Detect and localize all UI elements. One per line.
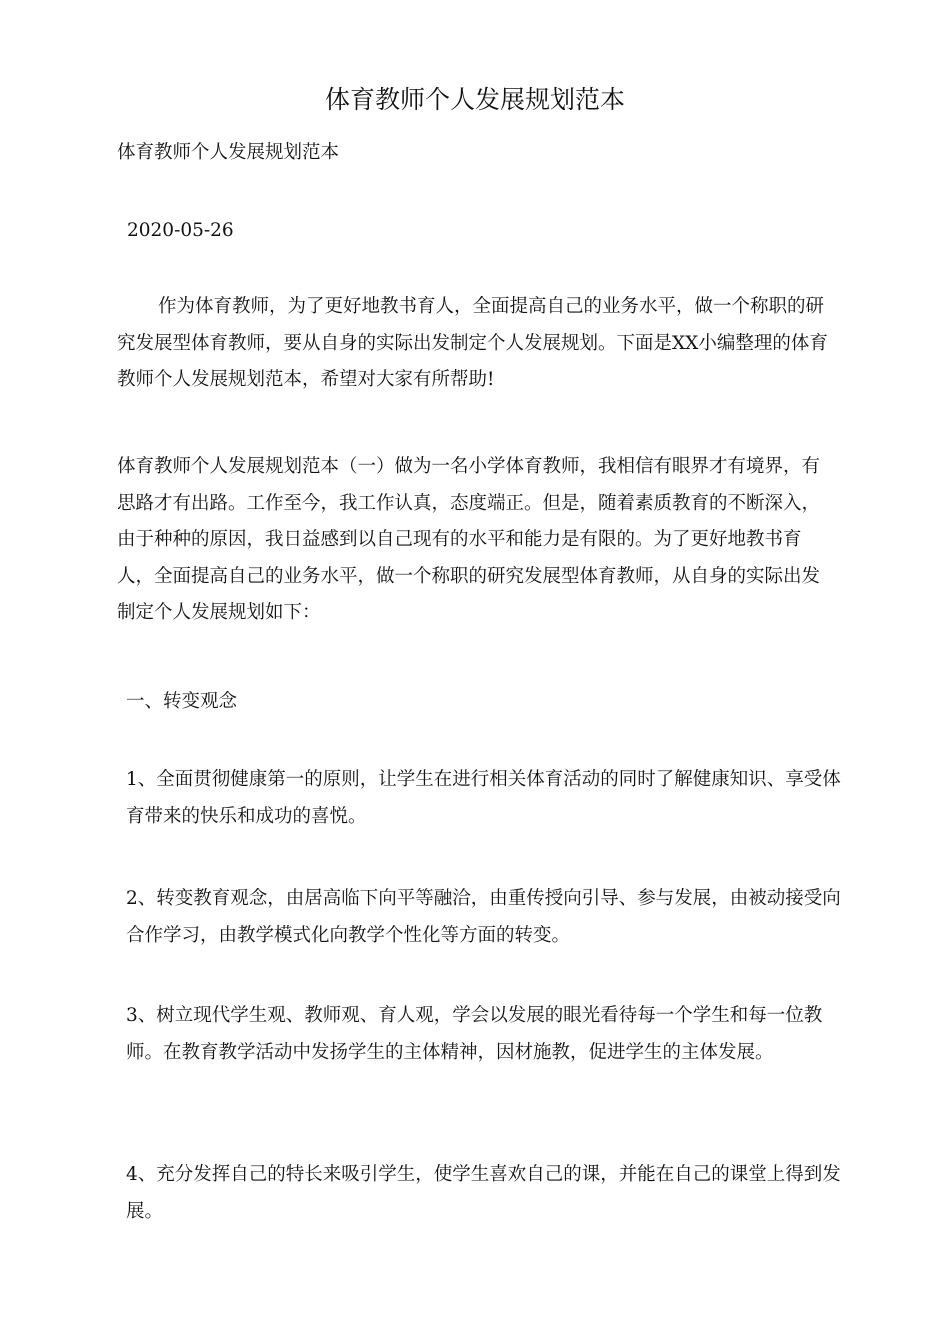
intro-paragraph: 作为体育教师，为了更好地教书育人，全面提高自己的业务水平，做一个称职的研究发展型体育教师，要从自身的实际出发制定个人发展规划。下面是XX小编整理的体育教师个人发展规划范本，希望对大家有所帮助! [117,296,828,390]
list-item: 1、全面贯彻健康第一的原则，让学生在进行相关体育活动的同时了解健康知识、享受体育带来的快乐和成功的喜悦。 [126,769,841,827]
document-subtitle: 体育教师个人发展规划范本 [117,142,340,163]
document-title: 体育教师个人发展规划范本 [324,85,625,114]
example-one-paragraph: 体育教师个人发展规划范本（一）做为一名小学体育教师，我相信有眼界才有境界，有思路才有出路。工作至今，我工作认真，态度端正。但是，随着素质教育的不断深入，由于种种的原因，我日益感到以自己现有的水平和能力是有限的。为了更好地教书育人，全面提高自己的业务水平，做一个称职的研究发展型体育教师，从自身的实际出发制定个人发展规划如下： [117,456,821,623]
publish-date: 2020-05-26 [127,220,234,241]
section-heading: 一、转变观念 [126,691,238,712]
list-item: 3、树立现代学生观、教师观、育人观，学会以发展的眼光看待每一个学生和每一位教师。在教育教学活动中发扬学生的主体精神，因材施教，促进学生的主体发展。 [126,1005,823,1063]
list-item: 4、充分发挥自己的特长来吸引学生，使学生喜欢自己的课，并能在自己的课堂上得到发展。 [126,1164,841,1222]
list-item: 2、转变教育观念，由居高临下向平等融洽，由重传授向引导、参与发展，由被动接受向合作学习，由教学模式化向教学个性化等方面的转变。 [126,888,841,946]
